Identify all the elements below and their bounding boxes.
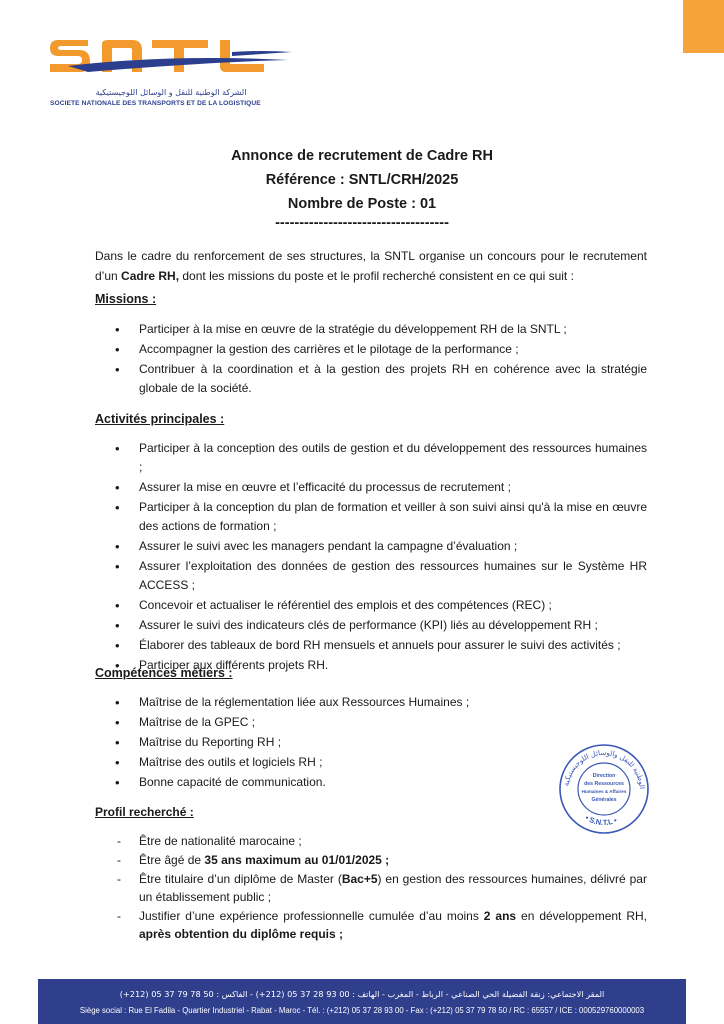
activities-list — [95, 439, 647, 676]
list-item: • Maîtrise des outils et logiciels RH ; — [95, 753, 647, 772]
skills-title: Compétences métiers : — [95, 666, 233, 680]
stamp-bottom: • S.N.T.L • — [583, 813, 619, 828]
footer-french: Siège social : Rue El Fadila - Quartier Industriel - Rabat - Maroc - Tél. : (+212) 05 37 28 93 00 - Fax : (+212) 05 37 79 78 50 / RC : 65557 / ICE : 000529760000003 — [79, 1006, 645, 1015]
profile-title: Profil recherché : — [95, 805, 194, 819]
activities-title: Activités principales : — [95, 412, 225, 426]
logo-french-name: SOCIETE NATIONALE DES TRANSPORTS ET DE LA LOGISTIQUE — [50, 100, 261, 107]
missions-list — [95, 320, 647, 399]
list-item: • Participer aux différents projets RH. — [95, 656, 647, 675]
list-item: • Accompagner la gestion des carrières et le pilotage de la performance ; — [95, 340, 647, 359]
list-item: - Justifier d’une expérience professionnelle cumulée d’au moins 2 ans en développement RH, après obtention du diplôme requis ; — [95, 907, 647, 943]
list-item: • Concevoir et actualiser le référentiel des emplois et des compétences (REC) ; — [95, 596, 647, 615]
reference-line: Référence : SNTL/CRH/2025 — [265, 172, 459, 188]
list-item: • Participer à la mise en œuvre de la stratégie du développement RH de la SNTL ; — [95, 320, 647, 339]
list-item: • Maîtrise du Reporting RH ; — [95, 733, 647, 752]
profile-list — [95, 832, 647, 944]
separator: ------------------------------------ — [275, 215, 449, 231]
list-item: • Assurer l’exploitation des données de gestion des ressources humaines sur le Système HR ACCESS ; — [95, 557, 647, 595]
job-title-bold: Cadre RH, — [121, 269, 180, 283]
stamp-line-3: Humaines & Affaires — [581, 789, 627, 794]
stamp-line-1: Direction — [592, 773, 616, 779]
list-item: • Participer à la conception du plan de formation et veiller à son suivi ainsi qu'à la mise en œuvre des actions de formation ; — [95, 498, 647, 536]
list-item: - Être de nationalité marocaine ; — [95, 832, 647, 850]
footer-arabic: المقر الاجتماعي: زنقة الفضيلة الحي الصناعي - الرباط - المغرب - الهاتف : 00 93 28 37 05 (212+) - الفاكس : 50 78 79 37 05 (212+) — [119, 989, 605, 999]
list-item: • Maîtrise de la réglementation liée aux Ressources Humaines ; — [95, 693, 647, 712]
list-item: - Être âgé de 35 ans maximum au 01/01/2025 ; — [95, 851, 647, 869]
list-item: • Assurer le suivi des indicateurs clés de performance (KPI) liés au développement RH ; — [95, 616, 647, 635]
list-item: • Maîtrise de la GPEC ; — [95, 713, 647, 732]
logo-arabic-name: الشركة الوطنية للنقل و الوسائل اللوجيستيكية — [95, 88, 247, 97]
list-item: • Assurer la mise en œuvre et l’efficacité du processus de recrutement ; — [95, 478, 647, 497]
company-stamp — [556, 737, 652, 837]
corner-tab — [683, 0, 724, 53]
missions-title: Missions : — [95, 292, 157, 306]
posts-line: Nombre de Poste : 01 — [287, 196, 437, 212]
list-item: • Contribuer à la coordination et à la gestion des projets RH en cohérence avec la stratégie globale de la société. — [95, 360, 647, 398]
list-item: • Participer à la conception des outils de gestion et du développement des ressources humaines ; — [95, 439, 647, 477]
intro-paragraph: Dans le cadre du renforcement de ses structures, la SNTL organise un concours pour le recrutement d’un Cadre RH, dont les missions du poste et le profil recherché consistent en ce qui suit : — [95, 249, 647, 283]
footer-bar — [38, 979, 686, 1024]
stamp-line-2: des Ressources — [584, 781, 624, 787]
stamp-line-4: Générales — [591, 797, 617, 803]
list-item: • Élaborer des tableaux de bord RH mensuels et annuels pour assurer le suivi des activités ; — [95, 636, 647, 655]
list-item: - Être titulaire d’un diplôme de Master (Bac+5) en gestion des ressources humaines, délivré par un établissement public ; — [95, 870, 647, 906]
list-item: • Assurer le suivi avec les managers pendant la campagne d’évaluation ; — [95, 537, 647, 556]
list-item: • Bonne capacité de communication. — [95, 773, 647, 792]
announcement-title: Annonce de recrutement de Cadre RH — [231, 148, 493, 164]
stamp-arabic: الوطنية للنقل والوسائل اللوجيستيكية — [562, 748, 646, 790]
announcement-header — [0, 144, 724, 230]
